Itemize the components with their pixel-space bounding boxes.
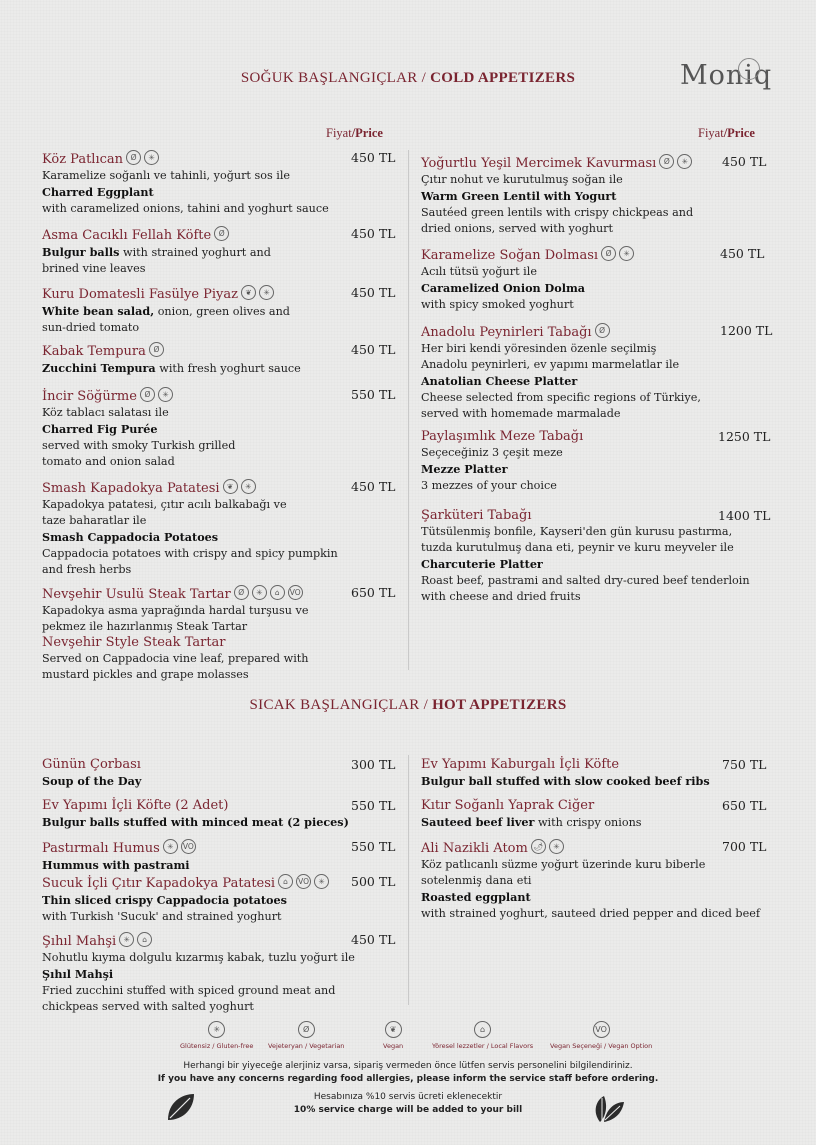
menu-item	[421, 839, 760, 922]
item-english-name: Thin sliced crispy Cappadocia potatoes	[42, 893, 287, 907]
item-description-text: sun-dried tomato	[42, 321, 140, 334]
item-price: 1200 TL	[720, 323, 773, 338]
diet-icon: Ø	[234, 585, 249, 600]
diet-icon: ✳	[119, 932, 134, 947]
item-name-text: Karamelize Soğan Dolması	[421, 248, 599, 263]
diet-icon: ✳	[144, 150, 159, 165]
hot-title-en: HOT APPETIZERS	[432, 697, 567, 713]
item-english-name: Nevşehir Style Steak Tartar	[42, 635, 226, 650]
item-description-text: with cheese and dried fruits	[421, 590, 581, 603]
item-description	[421, 589, 750, 605]
item-description	[421, 188, 693, 205]
item-name-text: Anadolu Peynirleri Tabağı	[421, 325, 592, 340]
item-english-name: Bulgur ball stuffed with slow cooked beef ribs	[421, 774, 710, 788]
diet-icon: Ø	[140, 387, 155, 402]
item-price: 450 TL	[351, 285, 396, 300]
item-price: 700 TL	[722, 839, 767, 854]
menu-item	[421, 154, 693, 237]
item-description-text: tomato and onion salad	[42, 455, 175, 468]
menu-item-name	[42, 874, 329, 892]
item-description-text: Köz patlıcanlı süzme yoğurt üzerinde kuru biberle	[421, 858, 706, 871]
diet-icon: ✳	[252, 585, 267, 600]
item-english-name: Charred Eggplant	[42, 185, 154, 199]
item-description	[42, 983, 355, 999]
legend-vegan-option	[550, 1021, 652, 1050]
diet-icon: ✳	[549, 839, 564, 854]
menu-item	[42, 757, 141, 790]
item-name-text: Pastırmalı Humus	[42, 841, 160, 856]
legend-label: Vegan Seçeneği / Vegan Option	[550, 1042, 653, 1050]
menu-item-name	[42, 585, 308, 603]
diet-icon: ✳	[163, 839, 178, 854]
item-description-text: pekmez ile hazırlanmış Steak Tartar	[42, 620, 248, 633]
menu-item-name	[42, 757, 141, 773]
item-price: 550 TL	[351, 839, 396, 854]
diet-icon: Ø	[595, 323, 610, 338]
item-description-text: dried onions, served with yoghurt	[421, 222, 613, 235]
logo-ring-icon	[738, 58, 760, 80]
item-description-text: with strained yoghurt and	[123, 246, 271, 259]
item-description	[421, 573, 750, 589]
item-description	[42, 421, 235, 438]
item-name-text: Ev Yapımı Kaburgalı İçli Köfte	[421, 757, 620, 772]
item-description	[42, 261, 271, 277]
item-description	[42, 773, 141, 790]
item-english-name: Anatolian Cheese Platter	[421, 374, 578, 388]
vegan-option-icon: VO	[593, 1021, 610, 1038]
menu-item-name	[42, 798, 349, 814]
price-head-en: /Price	[351, 126, 383, 140]
item-description	[421, 540, 750, 556]
item-name-text: Sucuk İçli Çıtır Kapadokya Patatesi	[42, 876, 276, 891]
hot-section-title	[0, 697, 816, 714]
item-price: 650 TL	[722, 798, 767, 813]
item-description-text: with Turkish 'Sucuk' and strained yoghurt	[42, 910, 282, 923]
item-description-text: Anadolu peynirleri, ev yapımı marmelatlar ile	[421, 358, 680, 371]
cold-title-tr: SOĞUK BAŞLANGIÇLAR /	[240, 70, 427, 86]
menu-item-name	[42, 150, 329, 168]
item-english-name: Bulgur balls stuffed with minced meat (2 pieces)	[42, 815, 349, 829]
item-description	[42, 454, 235, 470]
menu-item	[42, 874, 329, 925]
diet-icon: ✳	[677, 154, 692, 169]
menu-item-name	[42, 226, 271, 244]
menu-item-name	[421, 323, 701, 341]
item-description	[42, 651, 308, 667]
legend-local-flavors	[432, 1021, 533, 1050]
item-description	[421, 889, 760, 906]
column-divider	[408, 755, 409, 1005]
item-description-text: with strained yoghurt, sauteed dried pepper and diced beef	[421, 907, 760, 920]
item-description	[421, 221, 693, 237]
menu-item	[42, 285, 290, 336]
item-description	[42, 667, 308, 683]
menu-item-name	[42, 479, 338, 497]
gluten-free-icon: ✳	[208, 1021, 225, 1038]
menu-item-name	[421, 757, 710, 773]
item-price: 500 TL	[351, 874, 396, 889]
item-price: 450 TL	[351, 150, 396, 165]
item-name-text: İncir Söğürme	[42, 389, 137, 404]
diet-icon: Ø	[601, 246, 616, 261]
item-english-name: Charcuterie Platter	[421, 557, 543, 571]
item-description	[42, 360, 301, 377]
diet-icon: ❦	[223, 479, 238, 494]
item-description	[42, 546, 338, 562]
item-price: 650 TL	[351, 585, 396, 600]
menu-item	[421, 757, 710, 790]
diet-icon: ⌂	[278, 874, 293, 889]
item-description	[42, 320, 290, 336]
diet-icon: VO	[296, 874, 311, 889]
item-description-text: Cheese selected from specific regions of Türkiye,	[421, 391, 701, 404]
menu-item	[421, 798, 642, 831]
item-english-name: Şıhıl Mahşi	[42, 967, 114, 981]
menu-item	[42, 839, 196, 874]
service-note-en: 10% service charge will be added to your bill	[293, 1105, 523, 1115]
item-description	[42, 513, 338, 529]
legend-vegetarian	[268, 1021, 344, 1050]
item-description-text: Nohutlu kıyma dolgulu kızarmış kabak, tuzlu yoğurt ile	[42, 951, 355, 964]
hot-title-tr: SICAK BAŞLANGIÇLAR /	[249, 697, 429, 713]
local-flavors-icon: ⌂	[474, 1021, 491, 1038]
item-description-text: onion, green olives and	[157, 305, 290, 318]
item-name-text: Günün Çorbası	[42, 757, 141, 772]
diet-icon: ❦	[241, 285, 256, 300]
item-description	[42, 529, 338, 546]
menu-item-name	[42, 387, 235, 405]
menu-item	[421, 429, 583, 494]
item-description	[421, 857, 760, 873]
item-description	[42, 635, 308, 651]
item-description	[42, 603, 308, 619]
item-description-text: taze baharatlar ile	[42, 514, 147, 527]
diet-icon: VO	[181, 839, 196, 854]
diet-icon: 🌶	[531, 839, 546, 854]
item-description-text: Sautéed green lentils with crispy chickpeas and	[421, 206, 694, 219]
price-head-en: /Price	[723, 126, 755, 140]
menu-item-name	[42, 342, 301, 360]
item-description	[421, 373, 701, 390]
item-description-text: tuzda kurutulmuş dana eti, peynir ve kuru meyveler ile	[421, 541, 734, 554]
item-description	[421, 873, 760, 889]
item-description	[42, 438, 235, 454]
item-name-text: Nevşehir Usulü Steak Tartar	[42, 587, 231, 602]
item-name-text: Paylaşımlık Meze Tabağı	[421, 429, 584, 444]
legend-gluten-free	[180, 1021, 253, 1050]
price-header-left	[326, 126, 383, 141]
item-description	[421, 524, 750, 540]
item-description	[42, 168, 329, 184]
item-description	[421, 357, 701, 373]
item-description	[421, 556, 750, 573]
menu-item-name	[42, 839, 196, 857]
item-description-text: with caramelized onions, tahini and yoghurt sauce	[42, 202, 329, 215]
item-description	[42, 857, 196, 874]
item-english-name: White bean salad,	[42, 304, 155, 318]
item-name-text: Yoğurtlu Yeşil Mercimek Kavurması	[421, 156, 657, 171]
legend-label: Yöresel lezzetler / Local Flavors	[432, 1042, 534, 1050]
menu-item-name	[421, 154, 693, 172]
item-description-text: served with homemade marmalade	[421, 407, 621, 420]
leaf-icon	[164, 1090, 198, 1124]
diet-icon: ⌂	[270, 585, 285, 600]
menu-item	[42, 387, 235, 470]
item-price: 450 TL	[351, 342, 396, 357]
item-name-text: Köz Patlıcan	[42, 152, 124, 167]
menu-item	[42, 932, 355, 1015]
item-description	[421, 445, 583, 461]
item-description	[421, 172, 693, 188]
item-description-text: Served on Cappadocia vine leaf, prepared with	[42, 652, 309, 665]
vegetarian-icon: Ø	[298, 1021, 315, 1038]
item-description	[421, 205, 693, 221]
menu-item-name	[42, 932, 355, 950]
diet-icon: VO	[288, 585, 303, 600]
item-description	[421, 264, 634, 280]
item-description-text: Acılı tütsü yoğurt ile	[421, 265, 537, 278]
item-description-text: Her biri kendi yöresinden özenle seçilmiş	[421, 342, 657, 355]
diet-icon: ✳	[314, 874, 329, 889]
item-name-text: Ev Yapımı İçli Köfte (2 Adet)	[42, 798, 229, 813]
menu-item	[421, 323, 701, 422]
menu-item-name	[421, 429, 583, 445]
item-description	[421, 390, 701, 406]
item-description-text: Karamelize soğanlı ve tahinli, yoğurt sos ile	[42, 169, 291, 182]
item-description	[421, 814, 642, 831]
item-name-text: Smash Kapadokya Patatesi	[42, 481, 220, 496]
item-price: 300 TL	[351, 757, 396, 772]
menu-item	[42, 342, 301, 377]
item-description-text: with crispy onions	[537, 816, 642, 829]
item-price: 450 TL	[720, 246, 765, 261]
item-description	[421, 461, 583, 478]
item-price: 1400 TL	[718, 508, 771, 523]
item-name-text: Asma Cacıklı Fellah Köfte	[42, 228, 212, 243]
item-english-name: Zucchini Tempura	[42, 361, 156, 375]
menu-item-name	[421, 839, 760, 857]
menu-item	[421, 508, 750, 605]
item-description	[42, 950, 355, 966]
item-description-text: with spicy smoked yoghurt	[421, 298, 574, 311]
item-description	[421, 406, 701, 422]
legend-label: Vegan	[383, 1042, 404, 1050]
item-description	[42, 909, 329, 925]
menu-item	[42, 798, 349, 831]
legend-label: Vejeteryan / Vegetarian	[268, 1042, 345, 1050]
cold-title-en: COLD APPETIZERS	[430, 70, 576, 86]
item-price: 450 TL	[351, 479, 396, 494]
item-description	[42, 892, 329, 909]
item-description	[42, 999, 355, 1015]
item-description	[42, 966, 355, 983]
menu-item-name	[421, 798, 642, 814]
item-description-text: Fried zucchini stuffed with spiced ground meat and	[42, 984, 336, 997]
item-english-name: Sauteed beef liver	[421, 815, 535, 829]
price-header-right	[698, 126, 755, 141]
item-description	[42, 303, 290, 320]
allergy-note-tr: Herhangi bir yiyeceğe alerjiniz varsa, sipariş vermeden önce lütfen servis personelini bilgilendiriniz.	[183, 1061, 633, 1071]
item-name-text: Şıhıl Mahşi	[42, 934, 117, 949]
diet-icon: Ø	[659, 154, 674, 169]
menu-item-name	[421, 246, 634, 264]
item-price: 450 TL	[351, 226, 396, 241]
item-description	[42, 562, 338, 578]
item-description-text: Seçeceğiniz 3 çeşit meze	[421, 446, 563, 459]
item-description	[421, 341, 701, 357]
price-head-tr: Fiyat	[326, 126, 352, 140]
item-description-text: Kapadokya patatesi, çıtır acılı balkabağı ve	[42, 498, 287, 511]
legend-vegan	[383, 1021, 403, 1050]
item-description	[421, 297, 634, 313]
item-description-text: with fresh yoghurt sauce	[159, 362, 301, 375]
item-description-text: and fresh herbs	[42, 563, 132, 576]
item-description-text: served with smoky Turkish grilled	[42, 439, 236, 452]
item-english-name: Bulgur balls	[42, 245, 120, 259]
item-price: 1250 TL	[718, 429, 771, 444]
legend-label: Glütensiz / Gluten-free	[180, 1042, 254, 1050]
service-note-tr: Hesabınıza %10 servis ücreti eklenecektir	[313, 1092, 503, 1102]
menu-item	[42, 226, 271, 277]
item-description-text: 3 mezzes of your choice	[421, 479, 557, 492]
item-name-text: Şarküteri Tabağı	[421, 508, 532, 523]
item-price: 550 TL	[351, 387, 396, 402]
brand-logo: Moniq	[680, 60, 773, 91]
item-description-text: Roast beef, pastrami and salted dry-cured beef tenderloin	[421, 574, 750, 587]
item-description	[42, 814, 349, 831]
item-name-text: Kıtır Soğanlı Yaprak Ciğer	[421, 798, 595, 813]
diet-icon: ✳	[158, 387, 173, 402]
item-english-name: Roasted eggplant	[421, 890, 531, 904]
price-head-tr: Fiyat	[698, 126, 724, 140]
item-price: 550 TL	[351, 798, 396, 813]
item-description	[421, 773, 710, 790]
menu-item	[42, 150, 329, 217]
item-english-name: Warm Green Lentil with Yogurt	[421, 189, 617, 203]
item-description-text: Tütsülenmiş bonfile, Kayseri'den gün kurusu pastırma,	[421, 525, 733, 538]
item-description-text: sotelenmiş dana eti	[421, 874, 532, 887]
menu-item	[42, 479, 338, 578]
item-description	[42, 184, 329, 201]
diet-icon: Ø	[214, 226, 229, 241]
item-description	[42, 405, 235, 421]
item-english-name: Smash Cappadocia Potatoes	[42, 530, 219, 544]
diet-icon: ⌂	[137, 932, 152, 947]
menu-item-name	[421, 508, 750, 524]
diet-icon: ✳	[259, 285, 274, 300]
menu-item	[421, 246, 634, 313]
item-description	[42, 201, 329, 217]
item-description	[421, 906, 760, 922]
item-price: 750 TL	[722, 757, 767, 772]
menu-item	[42, 585, 308, 683]
item-english-name: Soup of the Day	[42, 774, 142, 788]
item-english-name: Charred Fig Purée	[42, 422, 158, 436]
menu-item-name	[42, 285, 290, 303]
leaves-icon	[590, 1086, 626, 1124]
item-description	[42, 619, 308, 635]
item-price: 450 TL	[351, 932, 396, 947]
item-description	[42, 244, 271, 261]
item-description-text: brined vine leaves	[42, 262, 146, 275]
column-divider	[408, 150, 409, 670]
diet-icon: ✳	[619, 246, 634, 261]
item-description	[42, 497, 338, 513]
item-description-text: chickpeas served with salted yoghurt	[42, 1000, 254, 1013]
allergy-note-en: If you have any concerns regarding food allergies, please inform the service staff before ordering.	[157, 1074, 659, 1084]
vegan-icon: ❦	[385, 1021, 402, 1038]
item-price: 450 TL	[722, 154, 767, 169]
diet-icon: Ø	[149, 342, 164, 357]
item-english-name: Mezze Platter	[421, 462, 508, 476]
item-description	[421, 280, 634, 297]
item-description-text: Köz tablacı salatası ile	[42, 406, 169, 419]
item-description	[421, 478, 583, 494]
item-description-text: Cappadocia potatoes with crispy and spicy pumpkin	[42, 547, 338, 560]
item-description-text: mustard pickles and grape molasses	[42, 668, 249, 681]
item-name-text: Ali Nazikli Atom	[421, 841, 528, 856]
item-english-name: Hummus with pastrami	[42, 858, 190, 872]
diet-icon: ✳	[241, 479, 256, 494]
item-description-text: Kapadokya asma yaprağında hardal turşusu ve	[42, 604, 309, 617]
item-name-text: Kuru Domatesli Fasülye Piyaz	[42, 287, 238, 302]
item-description-text: Çıtır nohut ve kurutulmuş soğan ile	[421, 173, 623, 186]
item-name-text: Kabak Tempura	[42, 344, 146, 359]
diet-icon: Ø	[126, 150, 141, 165]
item-english-name: Caramelized Onion Dolma	[421, 281, 586, 295]
